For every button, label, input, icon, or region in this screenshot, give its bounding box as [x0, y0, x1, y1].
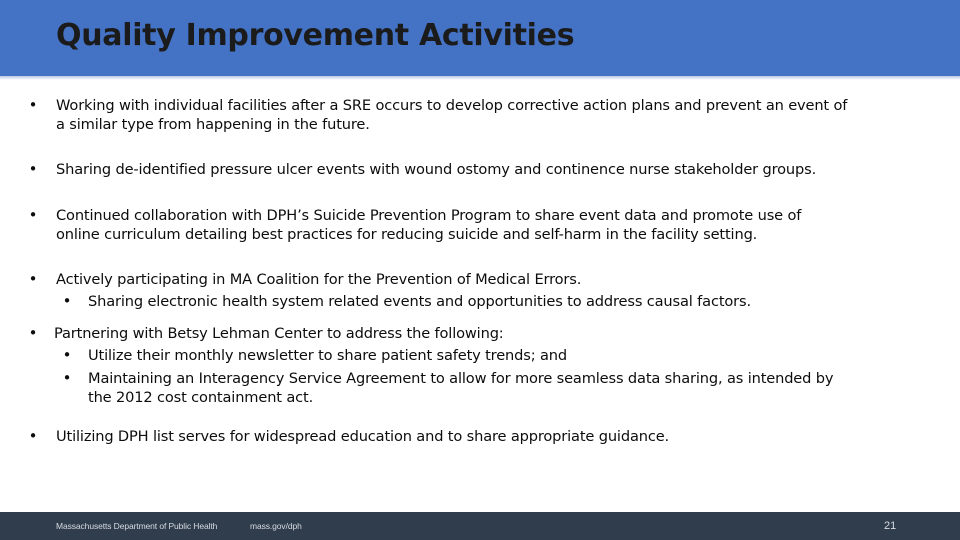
- sub-bullet-text: Maintaining an Interagency Service Agreement to allow for more seamless data sharing, as intended by the 2012 cost containment act.: [88, 370, 834, 406]
- bullet-text: Actively participating in MA Coalition for the Prevention of Medical Errors.: [56, 271, 582, 288]
- slide-title: Quality Improvement Activities: [56, 18, 575, 53]
- sub-bullet-text: Utilize their monthly newsletter to share patient safety trends; and: [88, 347, 567, 364]
- bullet-text: Working with individual facilities after a SRE occurs to develop corrective action plans and prevent an event of a similar type from happening in the future.: [56, 97, 848, 133]
- page-number: 21: [884, 520, 897, 532]
- bullet-icon: •: [28, 324, 38, 342]
- sub-bullet-icon: •: [62, 369, 72, 387]
- sub-bullet-icon: •: [62, 346, 72, 364]
- footer-url[interactable]: mass.gov/dph: [250, 521, 302, 531]
- footer-bar: [0, 512, 960, 540]
- sub-bullet-icon: •: [62, 292, 72, 310]
- bullet-icon: •: [28, 206, 38, 224]
- bullet-text: Sharing de-identified pressure ulcer events with wound ostomy and continence nurse stakeholder groups.: [56, 161, 817, 178]
- bullet-text: Continued collaboration with DPH’s Suicide Prevention Program to share event data and promote use of online curriculum detailing best practices for reducing suicide and self-harm in the facility setting.: [56, 207, 802, 243]
- bullet-icon: •: [28, 427, 38, 445]
- bullet-icon: •: [28, 96, 38, 114]
- footer-org: Massachusetts Department of Public Health: [56, 521, 218, 531]
- bullet-text: Utilizing DPH list serves for widespread education and to share appropriate guidance.: [56, 428, 670, 445]
- bullet-icon: •: [28, 270, 38, 288]
- sub-bullet-text: Sharing electronic health system related events and opportunities to address causal factors.: [88, 293, 751, 310]
- bullet-text: Partnering with Betsy Lehman Center to address the following:: [54, 325, 504, 342]
- bullet-icon: •: [28, 160, 38, 178]
